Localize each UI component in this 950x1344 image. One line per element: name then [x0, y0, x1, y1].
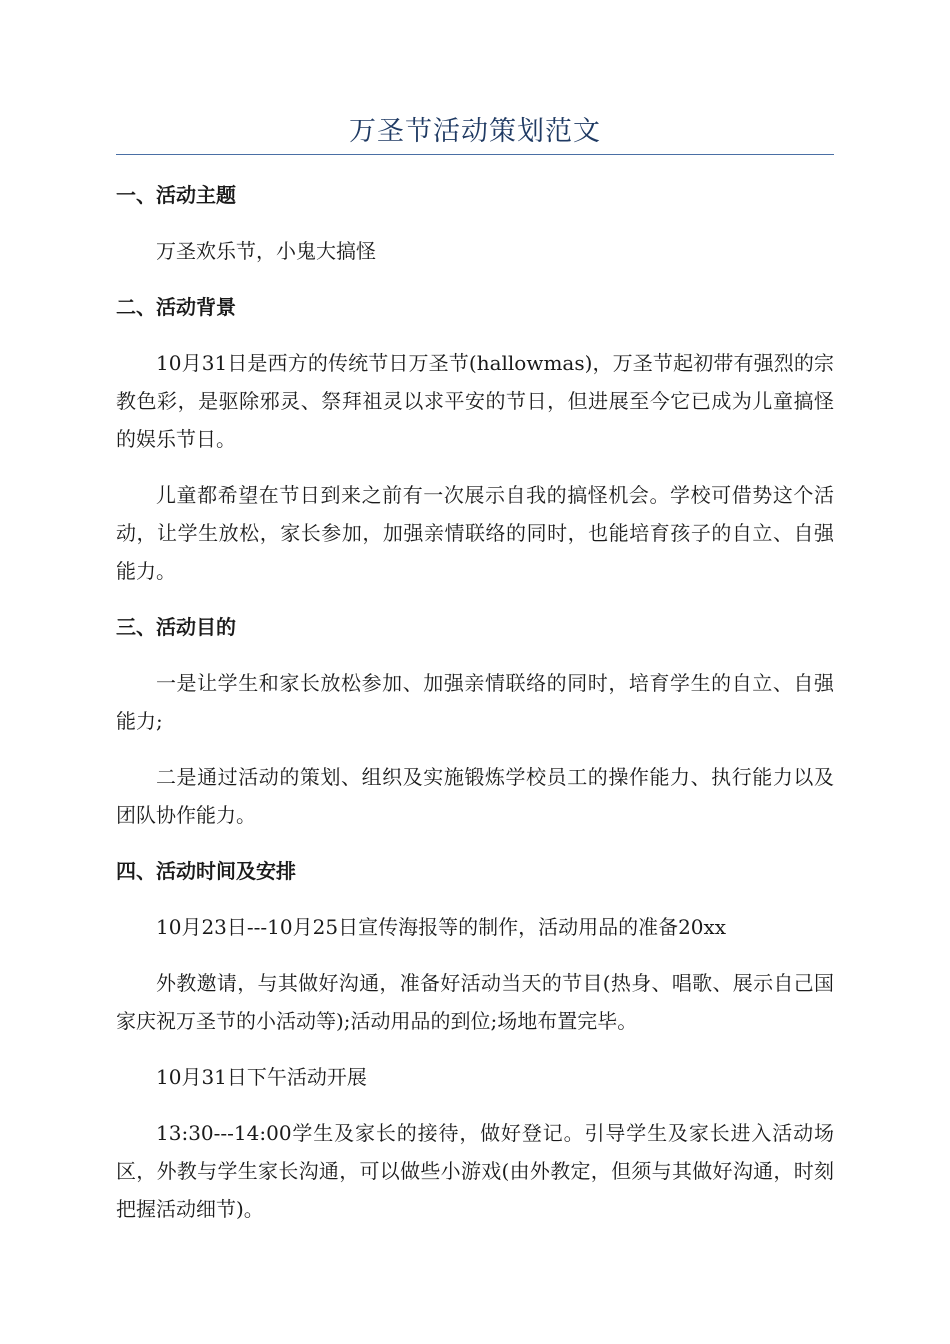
paragraph: 10月31日是西方的传统节日万圣节(hallowmas)，万圣节起初带有强烈的宗教色彩，是驱除邪灵、祭拜祖灵以求平安的节日，但进展至今它已成为儿童搞怪的娱乐节日。	[116, 351, 834, 451]
document-body	[116, 176, 834, 1246]
paragraph: 儿童都希望在节日到来之前有一次展示自我的搞怪机会。学校可借势这个活动，让学生放松，家长参加，加强亲情联络的同时，也能培育孩子的自立、自强能力。	[116, 483, 834, 583]
document-title: 万圣节活动策划范文	[349, 116, 601, 147]
paragraph: 一是让学生和家长放松参加、加强亲情联络的同时，培育学生的自立、自强能力;	[116, 671, 834, 733]
paragraph: 13:30---14:00学生及家长的接待，做好登记。引导学生及家长进入活动场区，外教与学生家长沟通，可以做些小游戏(由外教定，但须与其做好沟通，时刻把握活动细节)。	[116, 1121, 834, 1221]
section-heading-schedule: 四、活动时间及安排	[116, 859, 296, 883]
paragraph: 外教邀请，与其做好沟通，准备好活动当天的节目(热身、唱歌、展示自己国家庆祝万圣节的小活动等);活动用品的到位;场地布置完毕。	[116, 971, 834, 1033]
paragraph: 10月23日---10月25日宣传海报等的制作，活动用品的准备20xx	[156, 915, 727, 939]
section-heading-background: 二、活动背景	[116, 295, 236, 319]
paragraph: 二是通过活动的策划、组织及实施锻炼学校员工的操作能力、执行能力以及团队协作能力。	[116, 765, 834, 827]
paragraph: 万圣欢乐节，小鬼大搞怪	[156, 239, 376, 263]
section-heading-purpose: 三、活动目的	[116, 615, 236, 639]
paragraph: 10月31日下午活动开展	[156, 1065, 367, 1089]
section-heading-theme: 一、活动主题	[116, 183, 236, 207]
title-underline	[116, 154, 834, 155]
